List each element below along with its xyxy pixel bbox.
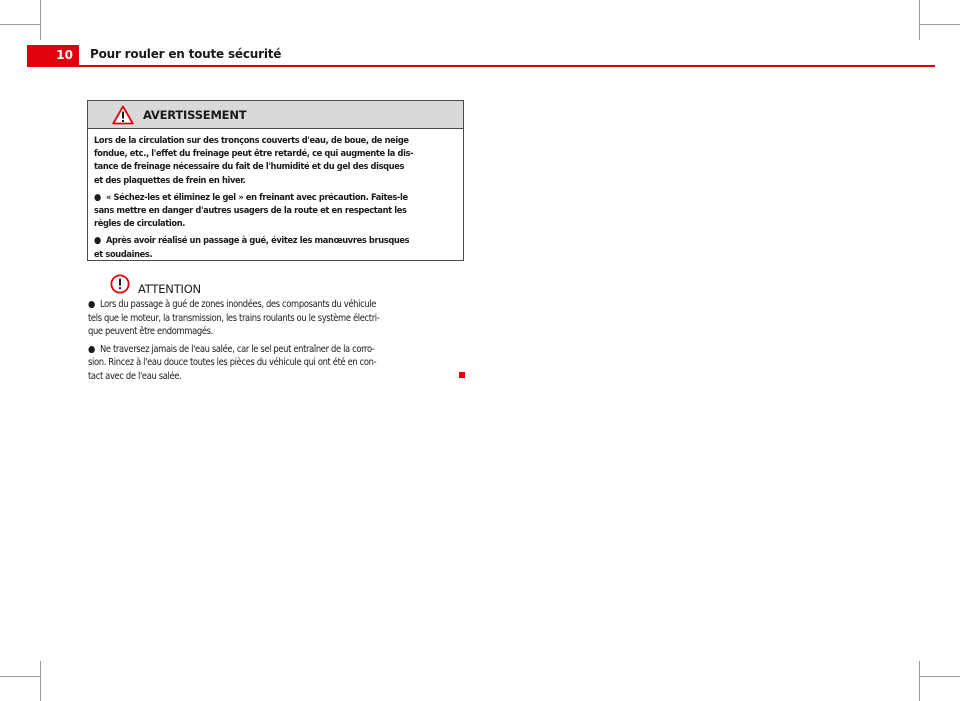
running-title: Pour rouler en toute sécurité: [90, 47, 282, 61]
warning-box: [87, 100, 464, 261]
bullet-icon: ●: [94, 191, 101, 203]
crop-mark: [919, 24, 960, 25]
warning-paragraph: Lors de la circulation sur des tronçons couverts d'eau, de boue, de neige fondue, etc., l'effet du freinage peut être retardé, ce qui augmente la dis- tance de freinage nécessaire du fait de l'humidité et du gel des disques et des plaquettes de frein en hiver.: [94, 135, 414, 186]
warning-bullet-item: ● Après avoir réalisé un passage à gué, évitez les manœuvres brusques et soudaines.: [94, 235, 410, 260]
crop-mark: [919, 676, 960, 677]
warning-header: [88, 101, 463, 129]
header-rule: [27, 65, 935, 67]
attention-bullet-item: ● Lors du passage à gué de zones inondées, des composants du véhicule tels que le moteur, la transmission, les trains roulants ou le système électri- que peuvent être endommagés.: [88, 299, 380, 337]
crop-mark: [40, 661, 41, 701]
exclamation-circle-icon: [110, 274, 130, 294]
warning-body: [88, 129, 463, 261]
warning-bullet-item: ● « Séchez-les et éliminez le gel » en freinant avec précaution. Faites-le sans mettre en danger d'autres usagers de la route et en respectant les règles de circulation.: [94, 191, 408, 230]
page-number: 10: [27, 45, 79, 65]
bullet-icon: ●: [88, 299, 95, 310]
section-end-marker: [459, 372, 465, 378]
bullet-icon: ●: [94, 235, 101, 247]
attention-bullet-item: ● Ne traversez jamais de l'eau salée, car le sel peut entraîner de la corro- sion. Rincez à l'eau douce toutes les pièces du véhicule qui ont été en con- tact avec de l'eau salée.: [88, 343, 377, 382]
crop-mark: [919, 0, 920, 40]
crop-mark: [919, 661, 920, 701]
warning-triangle-icon: [112, 105, 134, 125]
crop-mark: [0, 676, 40, 677]
bullet-icon: ●: [88, 343, 95, 355]
attention-title: ATTENTION: [138, 282, 201, 296]
warning-title: AVERTISSEMENT: [143, 107, 247, 122]
crop-mark: [40, 0, 41, 40]
crop-mark: [0, 24, 40, 25]
attention-body: [88, 298, 468, 387]
